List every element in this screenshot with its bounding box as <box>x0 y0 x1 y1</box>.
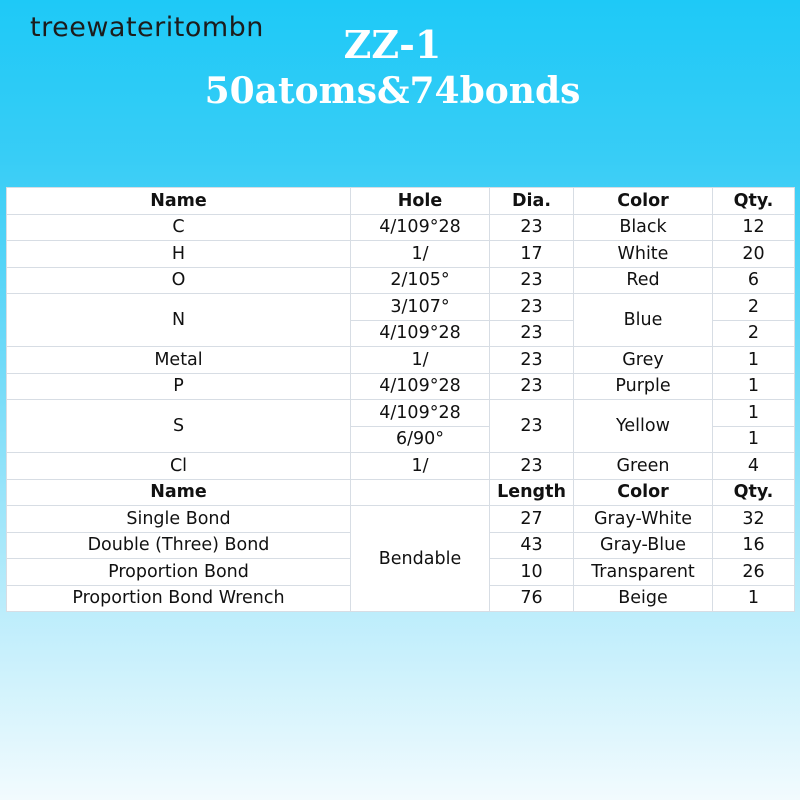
spec-table <box>6 187 795 612</box>
atom-name: Cl <box>7 453 351 480</box>
atom-hole: 4/109°28 <box>351 214 490 241</box>
atom-quantity: 12 <box>713 214 795 241</box>
atom-hole: 2/105° <box>351 267 490 294</box>
atom-name: P <box>7 373 351 400</box>
atom-hole: 4/109°28 <box>351 400 490 427</box>
atom-quantity: 2 <box>713 294 795 321</box>
atom-hole: 4/109°28 <box>351 320 490 347</box>
table-row <box>7 453 795 480</box>
bond-color: Transparent <box>574 559 713 586</box>
bond-quantity: 26 <box>713 559 795 586</box>
bond-length: 10 <box>490 559 574 586</box>
atom-hole: 1/ <box>351 241 490 268</box>
bonds-header-row <box>7 479 795 506</box>
atom-color: Grey <box>574 347 713 374</box>
bond-quantity: 1 <box>713 585 795 612</box>
table-row <box>7 506 795 533</box>
atom-diameter: 23 <box>490 267 574 294</box>
shop-name: treewateritombn <box>30 12 264 43</box>
atom-hole: 1/ <box>351 347 490 374</box>
atom-hole: 4/109°28 <box>351 373 490 400</box>
atom-hole: 6/90° <box>351 426 490 453</box>
header-hole: Hole <box>351 188 490 215</box>
atom-diameter: 23 <box>490 400 574 453</box>
table-row <box>7 373 795 400</box>
header-color: Color <box>574 479 713 506</box>
atom-quantity: 6 <box>713 267 795 294</box>
atoms-bonds-title: 50atoms&74bonds <box>204 70 581 112</box>
atom-quantity: 2 <box>713 320 795 347</box>
bond-name: Proportion Bond Wrench <box>7 585 351 612</box>
table-row <box>7 400 795 427</box>
header-color: Color <box>574 188 713 215</box>
atom-diameter: 23 <box>490 347 574 374</box>
bond-name: Double (Three) Bond <box>7 532 351 559</box>
header-name: Name <box>7 479 351 506</box>
header-blank <box>351 479 490 506</box>
atom-name: O <box>7 267 351 294</box>
bond-note: Bendable <box>351 506 490 612</box>
header-quantity: Qty. <box>713 188 795 215</box>
atom-name: H <box>7 241 351 268</box>
atom-hole: 3/107° <box>351 294 490 321</box>
table-row <box>7 294 795 321</box>
bond-quantity: 32 <box>713 506 795 533</box>
header-quantity: Qty. <box>713 479 795 506</box>
atom-quantity: 4 <box>713 453 795 480</box>
atom-diameter: 17 <box>490 241 574 268</box>
atom-hole: 1/ <box>351 453 490 480</box>
atoms-header-row <box>7 188 795 215</box>
bond-color: Gray-Blue <box>574 532 713 559</box>
bond-length: 27 <box>490 506 574 533</box>
atom-diameter: 23 <box>490 373 574 400</box>
header-length: Length <box>490 479 574 506</box>
atom-quantity: 20 <box>713 241 795 268</box>
atom-color: White <box>574 241 713 268</box>
bond-color: Beige <box>574 585 713 612</box>
atom-color: Black <box>574 214 713 241</box>
product-code-title: ZZ-1 <box>343 22 442 67</box>
atom-name: S <box>7 400 351 453</box>
atom-quantity: 1 <box>713 426 795 453</box>
atom-name: Metal <box>7 347 351 374</box>
header-name: Name <box>7 188 351 215</box>
bond-quantity: 16 <box>713 532 795 559</box>
table-row <box>7 214 795 241</box>
atom-diameter: 23 <box>490 453 574 480</box>
atom-name: N <box>7 294 351 347</box>
bond-color: Gray-White <box>574 506 713 533</box>
atom-diameter: 23 <box>490 294 574 321</box>
atom-color: Yellow <box>574 400 713 453</box>
atom-name: C <box>7 214 351 241</box>
table-row <box>7 241 795 268</box>
bond-length: 43 <box>490 532 574 559</box>
atom-color: Purple <box>574 373 713 400</box>
bond-name: Single Bond <box>7 506 351 533</box>
atom-color: Green <box>574 453 713 480</box>
bond-name: Proportion Bond <box>7 559 351 586</box>
atom-diameter: 23 <box>490 214 574 241</box>
atom-color: Blue <box>574 294 713 347</box>
atom-quantity: 1 <box>713 373 795 400</box>
atom-quantity: 1 <box>713 347 795 374</box>
header-diameter: Dia. <box>490 188 574 215</box>
atom-color: Red <box>574 267 713 294</box>
bond-length: 76 <box>490 585 574 612</box>
atom-quantity: 1 <box>713 400 795 427</box>
table-row <box>7 267 795 294</box>
atom-diameter: 23 <box>490 320 574 347</box>
table-row <box>7 347 795 374</box>
